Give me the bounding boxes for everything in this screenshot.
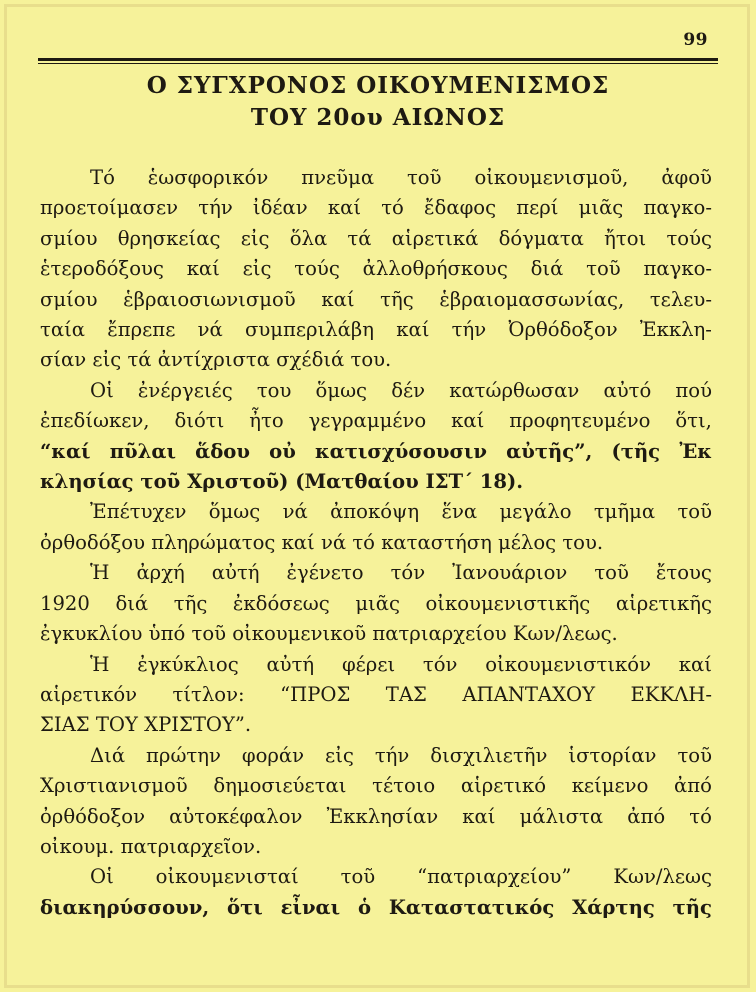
- text-line: ταία ἔπρεπε νά συμπεριλάβη καί τήν Ὀρθόδοξον Ἐκκλη-: [40, 318, 712, 342]
- text-line: ΣΙΑΣ ΤΟΥ ΧΡΙΣΤΟΥ”.: [40, 713, 252, 737]
- header-rule: [38, 58, 718, 61]
- text-line: σμίου θρησκείας εἰς ὅλα τά αἱρετικά δόγματα ἤτοι τούς: [40, 226, 712, 250]
- text-line: ἐπεδίωκεν, διότι ἦτο γεγραμμένο καί προφητευμένο ὅτι,: [40, 409, 712, 433]
- text-line: προετοίμασεν τήν ἰδέαν καί τό ἔδαφος περί μιᾶς παγκο-: [40, 196, 712, 220]
- text-line: Ἐπέτυχεν ὅμως νά ἀποκόψη ἕνα μεγάλο τμῆμα τοῦ: [90, 500, 712, 524]
- text-line-bold: κλησίας τοῦ Χριστοῦ) (Ματθαίου ΙΣΤ΄ 18).: [40, 470, 524, 494]
- text-line: ὀρθόδοξον αὐτοκέφαλον Ἐκκλησίαν καί μάλιστα ἀπό τό: [40, 804, 712, 828]
- text-line: Οἱ οἰκουμενισταί τοῦ “πατριαρχείου” Κων/λεως: [90, 865, 712, 889]
- text-line: σίαν εἰς τά ἀντίχριστα σχέδιά του.: [40, 348, 392, 372]
- page-number: 99: [683, 30, 708, 50]
- text-line: Τό ἑωσφορικόν πνεῦμα τοῦ οἰκουμενισμοῦ, ἀφοῦ: [90, 166, 712, 189]
- text-line: Διά πρώτην φοράν εἰς τήν δισχιλιετῆν ἱστορίαν τοῦ: [90, 743, 712, 767]
- text-line: οἰκουμ. πατριαρχεῖον.: [40, 834, 262, 858]
- text-line: Οἱ ἐνέργειές του ὅμως δέν κατώρθωσαν αὐτό πού: [90, 378, 712, 402]
- text-line: Χριστιανισμοῦ δημοσιεύεται τέτοιο αἱρετικό κείμενο ἀπό: [40, 774, 712, 798]
- text-line: ἑτεροδόξους καί εἰς τούς ἀλλοθρήσκους διά τοῦ παγκο-: [40, 257, 712, 281]
- text-line: σμίου ἑβραιοσιωνισμοῦ καί τῆς ἑβραιομασσωνίας, τελευ-: [40, 287, 712, 311]
- chapter-title-line-2: ΤΟΥ 20ου ΑΙΩΝΟΣ: [250, 104, 506, 131]
- chapter-title-line-1: Ο ΣΥΓΧΡΟΝΟΣ ΟΙΚΟΥΜΕΝΙΣΜΟΣ: [146, 72, 610, 99]
- text-line: Ἡ ἀρχή αὐτή ἐγένετο τόν Ἰανουάριον τοῦ ἔτους: [90, 561, 712, 585]
- body-text: [40, 163, 712, 923]
- text-line-bold: “καί πῦλαι ἅδου οὐ κατισχύσουσιν αὐτῆς”, (τῆς Ἐκ: [40, 439, 712, 463]
- header-rule-thin: [38, 63, 718, 64]
- text-line-bold: διακηρύσσουν, ὅτι εἶναι ὁ Καταστατικός Χάρτης τῆς: [40, 895, 712, 919]
- chapter-title: [38, 70, 718, 134]
- text-line: αἱρετικόν τίτλον: “ΠΡΟΣ ΤΑΣ ΑΠΑΝΤΑΧΟΥ ΕΚΚΛΗ-: [40, 682, 712, 706]
- text-line: 1920 διά τῆς ἐκδόσεως μιᾶς οἰκουμενιστικῆς αἱρετικῆς: [40, 591, 712, 615]
- text-line: Ἡ ἐγκύκλιος αὐτή φέρει τόν οἰκουμενιστικόν καί: [90, 652, 712, 676]
- text-line: ὀρθοδόξου πληρώματος καί νά τό καταστήση μέλος του.: [40, 530, 604, 554]
- text-line: ἐγκυκλίου ὑπό τοῦ οἰκουμενικοῦ πατριαρχείου Κων/λεως.: [40, 622, 618, 646]
